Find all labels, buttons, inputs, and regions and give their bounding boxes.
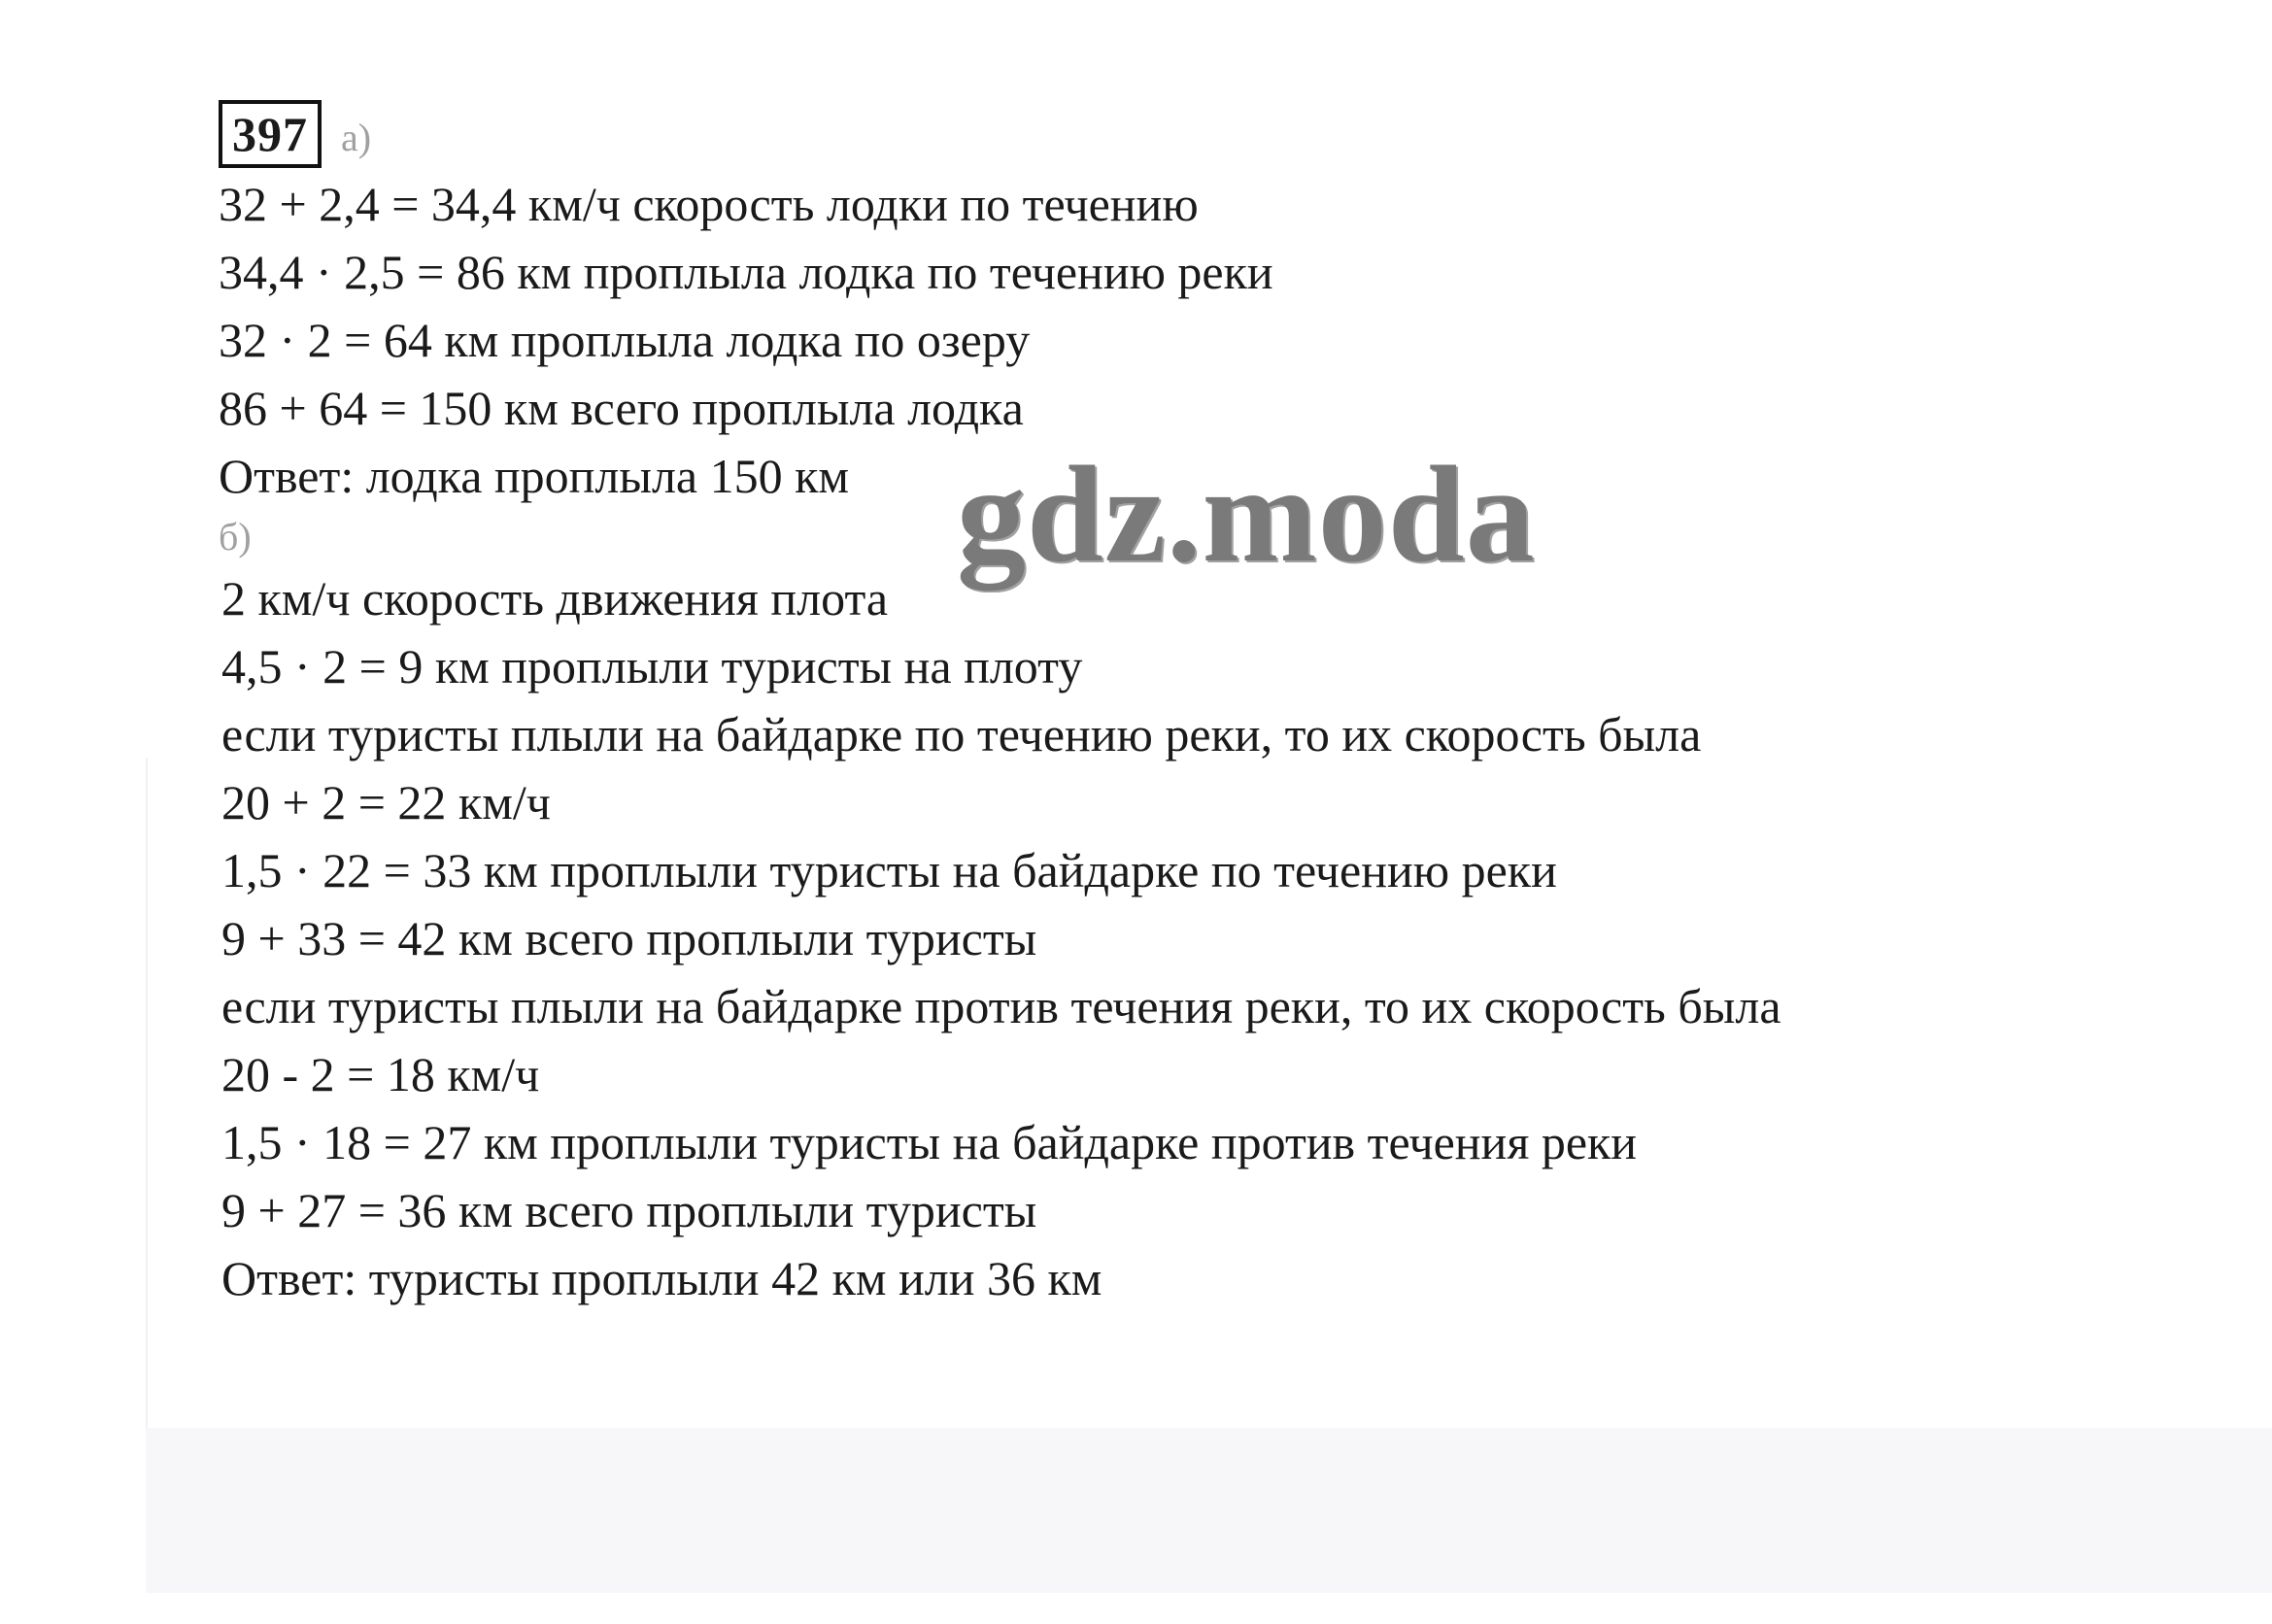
problem-header [219, 97, 2210, 170]
part-a-label: а) [341, 116, 372, 159]
part-b-solution [219, 564, 2210, 1312]
solution-line: 1,5 · 22 = 33 км проплыли туристы на байдарке по течению реки [221, 843, 1557, 897]
solution-line: 20 + 2 = 22 км/ч [221, 775, 551, 829]
solution-page [219, 97, 2210, 1312]
part-b-label: б) [219, 515, 252, 558]
solution-line: 86 + 64 = 150 км всего проплыла лодка [219, 381, 1024, 435]
solution-line: 34,4 · 2,5 = 86 км проплыла лодка по течению реки [219, 245, 1273, 299]
answer-line-a: Ответ: лодка проплыла 150 км [219, 449, 850, 503]
scan-band [146, 1428, 2272, 1593]
watermark: gdz.moda [957, 437, 1536, 591]
solution-line: 32 · 2 = 64 км проплыла лодка по озеру [219, 313, 1031, 367]
solution-line: 20 - 2 = 18 км/ч [221, 1047, 540, 1101]
solution-line: 9 + 33 = 42 км всего проплыли туристы [221, 911, 1037, 965]
solution-line: если туристы плыли на байдарке против течения реки, то их скорость была [221, 979, 1781, 1033]
solution-line: 32 + 2,4 = 34,4 км/ч скорость лодки по течению [219, 177, 1199, 231]
solution-line: 4,5 · 2 = 9 км проплыли туристы на плоту [221, 639, 1083, 694]
problem-number-box: 397 [219, 100, 322, 168]
solution-line: 2 км/ч скорость движения плота [221, 571, 889, 626]
scan-edge [146, 758, 148, 1535]
solution-line: если туристы плыли на байдарке по течению реки, то их скорость была [221, 707, 1702, 761]
solution-line: 1,5 · 18 = 27 км проплыли туристы на байдарке против течения реки [221, 1115, 1638, 1169]
solution-line: 9 + 27 = 36 км всего проплыли туристы [221, 1183, 1037, 1237]
answer-line-b: Ответ: туристы проплыли 42 км или 36 км [221, 1251, 1102, 1305]
